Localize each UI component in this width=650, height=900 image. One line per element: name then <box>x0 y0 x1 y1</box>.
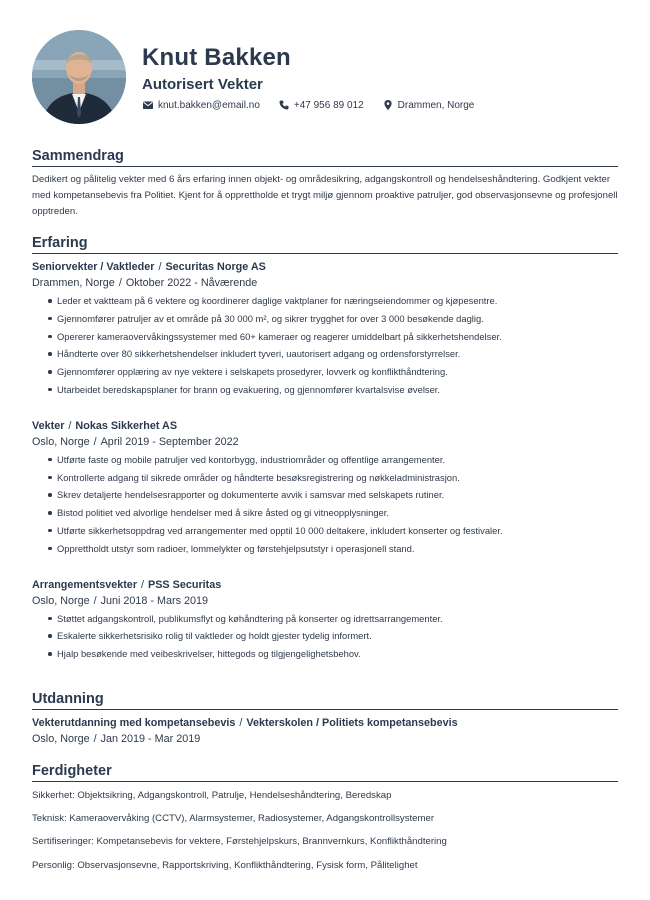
job-entry <box>32 259 618 399</box>
job-entry <box>32 418 618 558</box>
phone-icon <box>278 99 290 111</box>
mail-icon <box>142 99 154 111</box>
separator: / <box>118 277 122 289</box>
separator: / <box>239 717 243 729</box>
summary-section <box>32 148 618 220</box>
education-period: Jan 2019 - Mar 2019 <box>100 733 201 745</box>
skills-heading: Ferdigheter <box>32 763 618 782</box>
job-title <box>32 259 618 275</box>
job-bullets <box>32 610 618 663</box>
list-item: Gjennomfører patruljer av et område på 30 000 m², og sikrer trygghet for over 3 000 besøkende daglig. <box>48 310 618 328</box>
experience-section <box>32 235 618 663</box>
job-company: Securitas Norge AS <box>165 261 266 273</box>
job-company: PSS Securitas <box>148 578 222 591</box>
job-bullets <box>32 292 618 399</box>
education-title <box>32 715 618 731</box>
list-item: Opprettholdt utstyr som radioer, lommelykter og førstehjelpsutstyr i operasjonell stand. <box>48 540 618 558</box>
job-meta <box>32 275 618 291</box>
separator: / <box>141 578 145 591</box>
list-item: Hjalp besøkende med veibeskrivelser, hittegods og tilgjengelighetsbehov. <box>48 645 618 663</box>
job-period: April 2019 - September 2022 <box>100 435 239 448</box>
job-location: Oslo, Norge <box>32 435 90 448</box>
list-item: Eskalerte sikkerhetsrisiko rolig til vaktleder og holdt gjester tydelig informert. <box>48 627 618 645</box>
job-meta <box>32 593 618 609</box>
contact-email[interactable] <box>142 99 260 111</box>
job-bullets <box>32 451 618 558</box>
list-item: Bistod politiet ved alvorlige hendelser med å sikre åsted og gi vitneopplysninger. <box>48 504 618 522</box>
separator: / <box>93 733 97 745</box>
job-role: Vekter <box>32 419 65 432</box>
job-entry <box>32 577 618 663</box>
contact-phone[interactable] <box>278 99 364 111</box>
job-title <box>32 418 618 434</box>
location-text: Drammen, Norge <box>397 99 475 111</box>
job-company: Nokas Sikkerhet AS <box>75 419 178 432</box>
list-item: Utførte faste og mobile patruljer ved kontorbygg, industriområder og offentlige arrangementer. <box>48 451 618 469</box>
experience-heading: Erfaring <box>32 235 618 254</box>
education-heading: Utdanning <box>32 691 618 710</box>
candidate-title: Autorisert Vekter <box>142 76 263 93</box>
candidate-name: Knut Bakken <box>142 44 291 71</box>
education-entry <box>32 715 618 747</box>
list-item: Utførte sikkerhetsoppdrag ved arrangementer med opptil 10 000 deltakere, inkludert konserter og festivaler. <box>48 522 618 540</box>
separator: / <box>93 594 97 607</box>
summary-text: Dedikert og pålitelig vekter med 6 års erfaring innen objekt- og områdesikring, adgangskontroll og hendelseshåndtering. Godkjent vekter med kompetansebevis fra Politiet. Kjent for å opprettholde et trygt miljø gjennom proaktive patruljer, god observasjonsevne og profesjonell opptreden. <box>32 174 618 217</box>
separator: / <box>158 261 162 273</box>
skill-row: Sertifiseringer: Kompetansebevis for vektere, Førstehjelpskurs, Brannvernkurs, Konflikthåndtering <box>32 836 447 848</box>
skill-row: Teknisk: Kameraovervåking (CCTV), Alarmsystemer, Radiosystemer, Adgangskontrollsystemer <box>32 813 435 825</box>
profile-photo <box>32 30 126 124</box>
job-period: Oktober 2022 - Nåværende <box>125 277 258 289</box>
job-location: Drammen, Norge <box>32 277 115 289</box>
skills-section <box>32 763 618 877</box>
list-item: Støttet adgangskontroll, publikumsflyt og køhåndtering på konserter og idrettsarrangementer. <box>48 610 618 628</box>
education-location: Oslo, Norge <box>32 733 90 745</box>
education-school: Vekterskolen / Politiets kompetansebevis <box>246 717 458 729</box>
list-item: Skrev detaljerte hendelsesrapporter og dokumenterte avvik i samsvar med selskapets rutiner. <box>48 486 618 504</box>
separator: / <box>93 435 97 448</box>
summary-heading: Sammendrag <box>32 148 618 167</box>
list-item: Utarbeidet beredskapsplaner for brann og evakuering, og gjennomfører kvartalsvise øvelser. <box>48 381 618 399</box>
list-item: Opererer kameraovervåkingssystemer med 60+ kameraer og reagerer umiddelbart på sikkerhetshendelser. <box>48 328 618 346</box>
skill-row: Sikkerhet: Objektsikring, Adgangskontroll, Patrulje, Hendelseshåndtering, Beredskap <box>32 790 392 801</box>
map-pin-icon <box>382 99 394 111</box>
job-role: Arrangementsvekter <box>32 578 138 591</box>
contact-location <box>382 99 475 111</box>
list-item: Leder et vaktteam på 6 vektere og koordinerer daglige vaktplaner for næringseiendommer og kjøpesentre. <box>48 292 618 310</box>
list-item: Gjennomfører opplæring av nye vektere i selskapets prosedyrer, lovverk og konflikthåndtering. <box>48 363 618 381</box>
job-period: Juni 2018 - Mars 2019 <box>100 594 209 607</box>
education-section <box>32 691 618 748</box>
phone-text: +47 956 89 012 <box>293 99 364 111</box>
job-location: Oslo, Norge <box>32 594 90 607</box>
resume-header <box>32 30 618 126</box>
contact-info <box>142 99 492 111</box>
education-degree: Vekterutdanning med kompetansebevis <box>32 717 236 729</box>
list-item: Kontrollerte adgang til sikrede områder og håndterte besøksregistrering og nøkkeladministrasjon. <box>48 469 618 487</box>
skill-row: Personlig: Observasjonsevne, Rapportskriving, Konflikthåndtering, Fysisk form, Pålitelighet <box>32 859 418 871</box>
list-item: Håndterte over 80 sikkerhetshendelser inkludert tyveri, uautorisert adgang og ordensforstyrrelser. <box>48 345 618 363</box>
job-meta <box>32 434 618 450</box>
email-text: knut.bakken@email.no <box>158 99 260 111</box>
job-title <box>32 577 618 593</box>
separator: / <box>68 419 72 432</box>
education-meta <box>32 731 618 747</box>
job-role: Seniorvekter / Vaktleder <box>32 261 155 273</box>
